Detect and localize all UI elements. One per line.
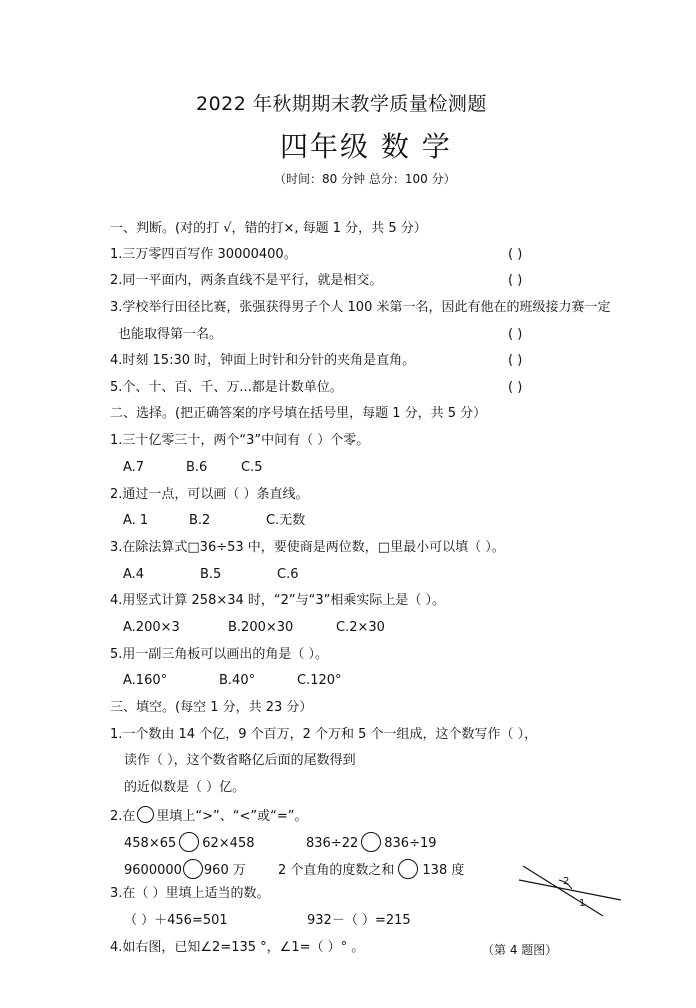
s3-q2-c2: 960 万 (203, 863, 246, 878)
s2-q1-opt-a[interactable]: A.7 (123, 460, 145, 475)
section1-heading: 一、判断。(对的打 √，错的打×, 每题 1 分，共 5 分） (110, 221, 427, 236)
s3-q2-row1-left (124, 832, 255, 852)
s2-q2-opt-c[interactable]: C.无数 (266, 513, 306, 528)
s3-q2-d2: 138 度 (422, 863, 465, 878)
s2-q5-opt-c[interactable]: C.120° (297, 673, 342, 688)
s2-q1-opt-b[interactable]: B.6 (186, 460, 208, 475)
s3-q2-a2: 62×458 (202, 836, 255, 851)
s1-item-1: 1.三万零四百写作 30000400。 (110, 247, 297, 262)
s3-q2-prefix: 2.在 (110, 809, 136, 824)
s3-q3-a[interactable]: （ ）＋456=501 (124, 913, 228, 928)
answer-circle-b[interactable] (361, 832, 381, 852)
s2-q5-opt-a[interactable]: A.160° (123, 673, 168, 688)
s3-q3: 3.在（ ）里填上适当的数。 (110, 886, 270, 901)
s3-q2 (110, 806, 308, 825)
s3-q2-b2: 836÷19 (384, 836, 437, 851)
s2-q5-opt-b[interactable]: B.40° (219, 673, 256, 688)
s1-answer-4[interactable]: ( ) (508, 353, 523, 368)
s1-item-2: 2.同一平面内，两条直线不是平行，就是相交。 (110, 273, 383, 288)
s1-item-4: 4.时刻 15:30 时，钟面上时针和分针的夹角是直角。 (110, 353, 416, 368)
angle-figure (515, 860, 625, 924)
s2-q4-opt-b[interactable]: B.200×30 (228, 620, 294, 635)
compare-circle-icon (137, 806, 154, 823)
s2-q4-opt-c[interactable]: C.2×30 (336, 620, 385, 635)
answer-circle-d[interactable] (398, 859, 418, 879)
line-flat (519, 880, 621, 900)
s3-q1-line1: 1.一个数由 14 个亿，9 个百万，2 个万和 5 个一组成，这个数写作（ ）， (110, 727, 538, 742)
exam-title: 2022 年秋期期末教学质量检测题 (196, 93, 487, 115)
s1-answer-2[interactable]: ( ) (508, 273, 523, 288)
s1-item-5: 5.个、十、百、千、万...都是计数单位。 (110, 380, 343, 395)
s2-q2-opt-a[interactable]: A. 1 (123, 513, 149, 528)
s3-q3-b[interactable]: 932－（ ）=215 (307, 913, 411, 928)
angle-label-1: 1 (579, 898, 586, 909)
s1-answer-5[interactable]: ( ) (508, 380, 523, 395)
s3-q2-d1: 2 个直角的度数之和 (278, 863, 395, 878)
s1-item-3: 3.学校举行田径比赛，张强获得男子个人 100 米第一名，因此有他在的班级接力赛一定 (110, 300, 611, 315)
s3-q2-row2-right (278, 859, 464, 879)
answer-circle-c[interactable] (183, 859, 203, 879)
s2-q1: 1.三十亿零三十，两个“3”中间有（ ）个零。 (110, 433, 370, 448)
s3-q2-row2-left (124, 859, 246, 879)
s3-q2-row1-right (306, 832, 437, 852)
s1-answer-3[interactable]: ( ) (508, 327, 523, 342)
s3-q4: 4.如右图，已知∠2=135 °，∠1=（ ）° 。 (110, 940, 365, 955)
exam-info: （时间：80 分钟 总分：100 分） (274, 172, 456, 186)
s2-q3: 3.在除法算式□36÷53 中，要使商是两位数，□里最小可以填（ ）。 (110, 540, 505, 555)
s2-q3-opt-a[interactable]: A.4 (123, 567, 145, 582)
s2-q4: 4.用竖式计算 258×34 时，“2”与“3”相乘实际上是（ ）。 (110, 593, 446, 608)
s3-q2-b1: 836÷22 (306, 836, 359, 851)
s3-q1-line2: 读作（ ），这个数省略亿后面的尾数得到 (124, 753, 356, 768)
s3-q1-line3: 的近似数是（ ）亿。 (124, 780, 246, 795)
exam-subtitle: 四年级 数 学 (280, 130, 452, 163)
s3-q2-a1: 458×65 (124, 836, 177, 851)
s1-item-3-cont: 也能取得第一名。 (118, 327, 223, 342)
angle-label-2: 2 (563, 876, 570, 887)
s2-q2: 2.通过一点，可以画（ ）条直线。 (110, 487, 309, 502)
figure-caption: （第 4 题图） (482, 943, 558, 957)
s2-q3-opt-c[interactable]: C.6 (277, 567, 299, 582)
s2-q3-opt-b[interactable]: B.5 (200, 567, 222, 582)
s2-q2-opt-b[interactable]: B.2 (189, 513, 211, 528)
s2-q4-opt-a[interactable]: A.200×3 (123, 620, 180, 635)
s3-q2-suffix: 里填上“>”、“<”或“=”。 (156, 809, 308, 824)
s2-q5: 5.用一副三角板可以画出的角是（ ）。 (110, 647, 329, 662)
section3-heading: 三、填空。(每空 1 分，共 23 分） (110, 700, 313, 715)
answer-circle-a[interactable] (179, 832, 199, 852)
intersecting-lines-diagram (515, 860, 625, 920)
s1-answer-1[interactable]: ( ) (508, 247, 523, 262)
line-slanted (523, 866, 603, 916)
s3-q2-c1: 9600000 (124, 863, 182, 878)
s2-q1-opt-c[interactable]: C.5 (241, 460, 263, 475)
section2-heading: 二、选择。(把正确答案的序号填在括号里，每题 1 分，共 5 分） (110, 406, 487, 421)
